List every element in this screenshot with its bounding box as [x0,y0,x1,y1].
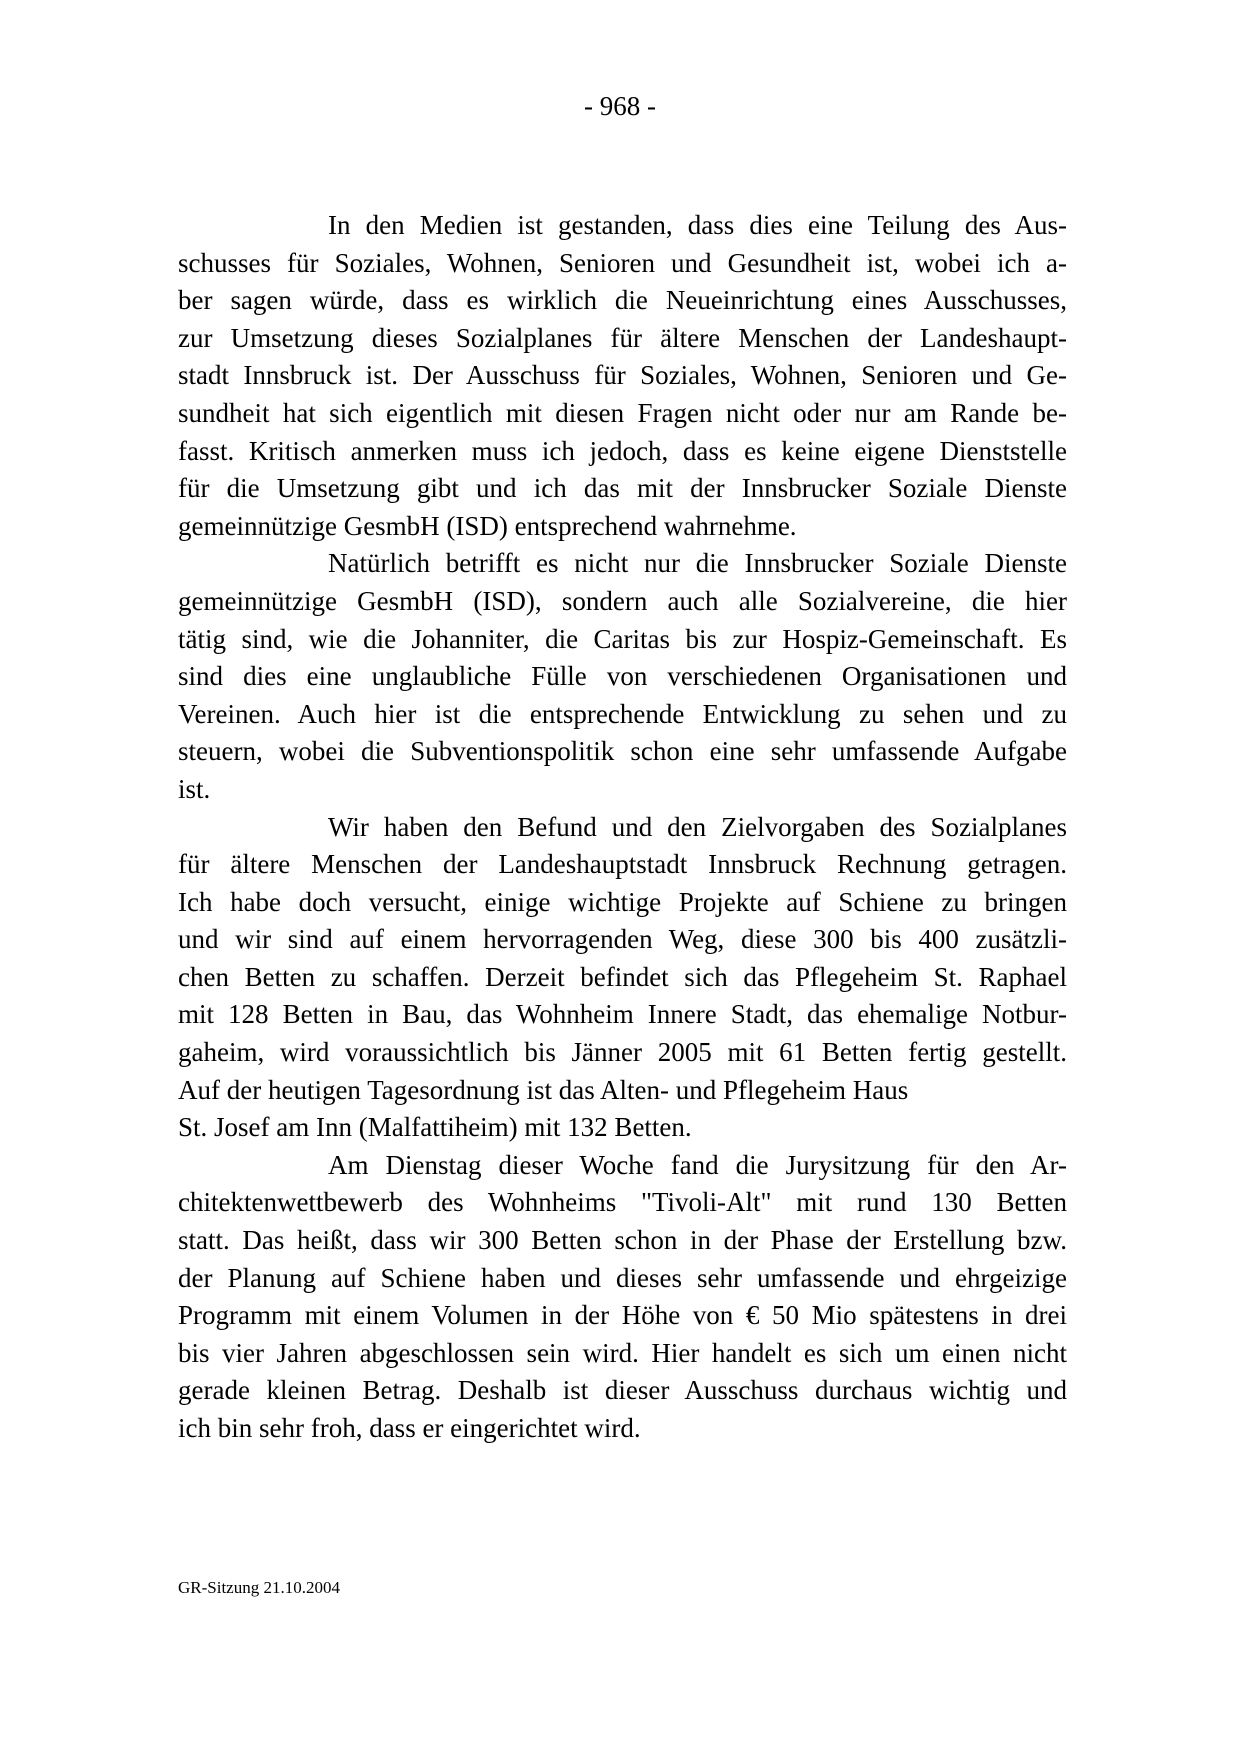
text-line: für ältere Menschen der Landeshauptstadt Innsbruck Rechnung getragen. [178,849,1067,880]
text-line: Auf der heutigen Tagesordnung ist das Alten- und Pflegeheim Haus [178,1074,909,1105]
text-line: Am Dienstag dieser Woche fand die Jurysitzung für den Ar- [328,1149,1067,1180]
text-line: ber sagen würde, dass es wirklich die Neueinrichtung eines Ausschusses, [178,285,1067,316]
text-line: schusses für Soziales, Wohnen, Senioren und Gesundheit ist, wobei ich a- [178,247,1067,278]
text-line: gemeinnützige GesmbH (ISD) entsprechend wahrnehme. [178,510,797,541]
text-line: St. Josef am Inn (Malfattiheim) mit 132 Betten. [178,1112,692,1143]
text-line: Programm mit einem Volumen in der Höhe von € 50 Mio spätestens in drei [178,1300,1067,1331]
text-line: statt. Das heißt, dass wir 300 Betten schon in der Phase der Erstellung bzw. [178,1225,1067,1256]
text-line: sind dies eine unglaubliche Fülle von verschiedenen Organisationen und [178,661,1067,692]
text-line: der Planung auf Schiene haben und dieses sehr umfassende und ehrgeizige [178,1262,1067,1293]
text-line: tätig sind, wie die Johanniter, die Caritas bis zur Hospiz-Gemeinschaft. Es [178,623,1067,654]
text-line: ich bin sehr froh, dass er eingerichtet wird. [178,1413,641,1443]
page-number: - 968 - [584,91,656,121]
text-line: und wir sind auf einem hervorragenden Weg, diese 300 bis 400 zusätzli- [178,924,1067,955]
text-line: zur Umsetzung dieses Sozialplanes für ältere Menschen der Landeshaupt- [178,322,1067,353]
text-line: chen Betten zu schaffen. Derzeit befindet sich das Pflegeheim St. Raphael [178,961,1067,992]
text-line: fasst. Kritisch anmerken muss ich jedoch, dass es keine eigene Dienststelle [178,435,1067,466]
text-line: Natürlich betrifft es nicht nur die Innsbrucker Soziale Dienste [328,548,1067,579]
footer-session-date: GR-Sitzung 21.10.2004 [178,1578,340,1597]
text-line: ist. [178,773,211,804]
text-line: Vereinen. Auch hier ist die entsprechende Entwicklung zu sehen und zu [178,698,1067,729]
text-line: bis vier Jahren abgeschlossen sein wird. Hier handelt es sich um einen nicht [178,1337,1067,1368]
text-line: Ich habe doch versucht, einige wichtige Projekte auf Schiene zu bringen [178,886,1067,917]
text-line: gerade kleinen Betrag. Deshalb ist dieser Ausschuss durchaus wichtig und [178,1375,1067,1406]
text-line: chitektenwettbewerb des Wohnheims "Tivoli-Alt" mit rund 130 Betten [178,1187,1067,1218]
body-text [178,207,1067,1448]
text-line: steuern, wobei die Subventionspolitik schon eine sehr umfassende Aufgabe [178,736,1067,767]
text-line: sundheit hat sich eigentlich mit diesen Fragen nicht oder nur am Rande be- [178,397,1067,428]
text-line: gaheim, wird voraussichtlich bis Jänner 2005 mit 61 Betten fertig gestellt. [178,1037,1067,1068]
text-line: mit 128 Betten in Bau, das Wohnheim Innere Stadt, das ehemalige Notbur- [178,999,1067,1030]
text-line: Wir haben den Befund und den Zielvorgaben des Sozialplanes [328,811,1067,842]
text-line: In den Medien ist gestanden, dass dies eine Teilung des Aus- [328,210,1067,240]
text-line: stadt Innsbruck ist. Der Ausschuss für Soziales, Wohnen, Senioren und Ge- [178,360,1067,391]
text-line: gemeinnützige GesmbH (ISD), sondern auch alle Sozialvereine, die hier [178,585,1067,616]
text-line: für die Umsetzung gibt und ich das mit der Innsbrucker Soziale Dienste [178,473,1067,504]
